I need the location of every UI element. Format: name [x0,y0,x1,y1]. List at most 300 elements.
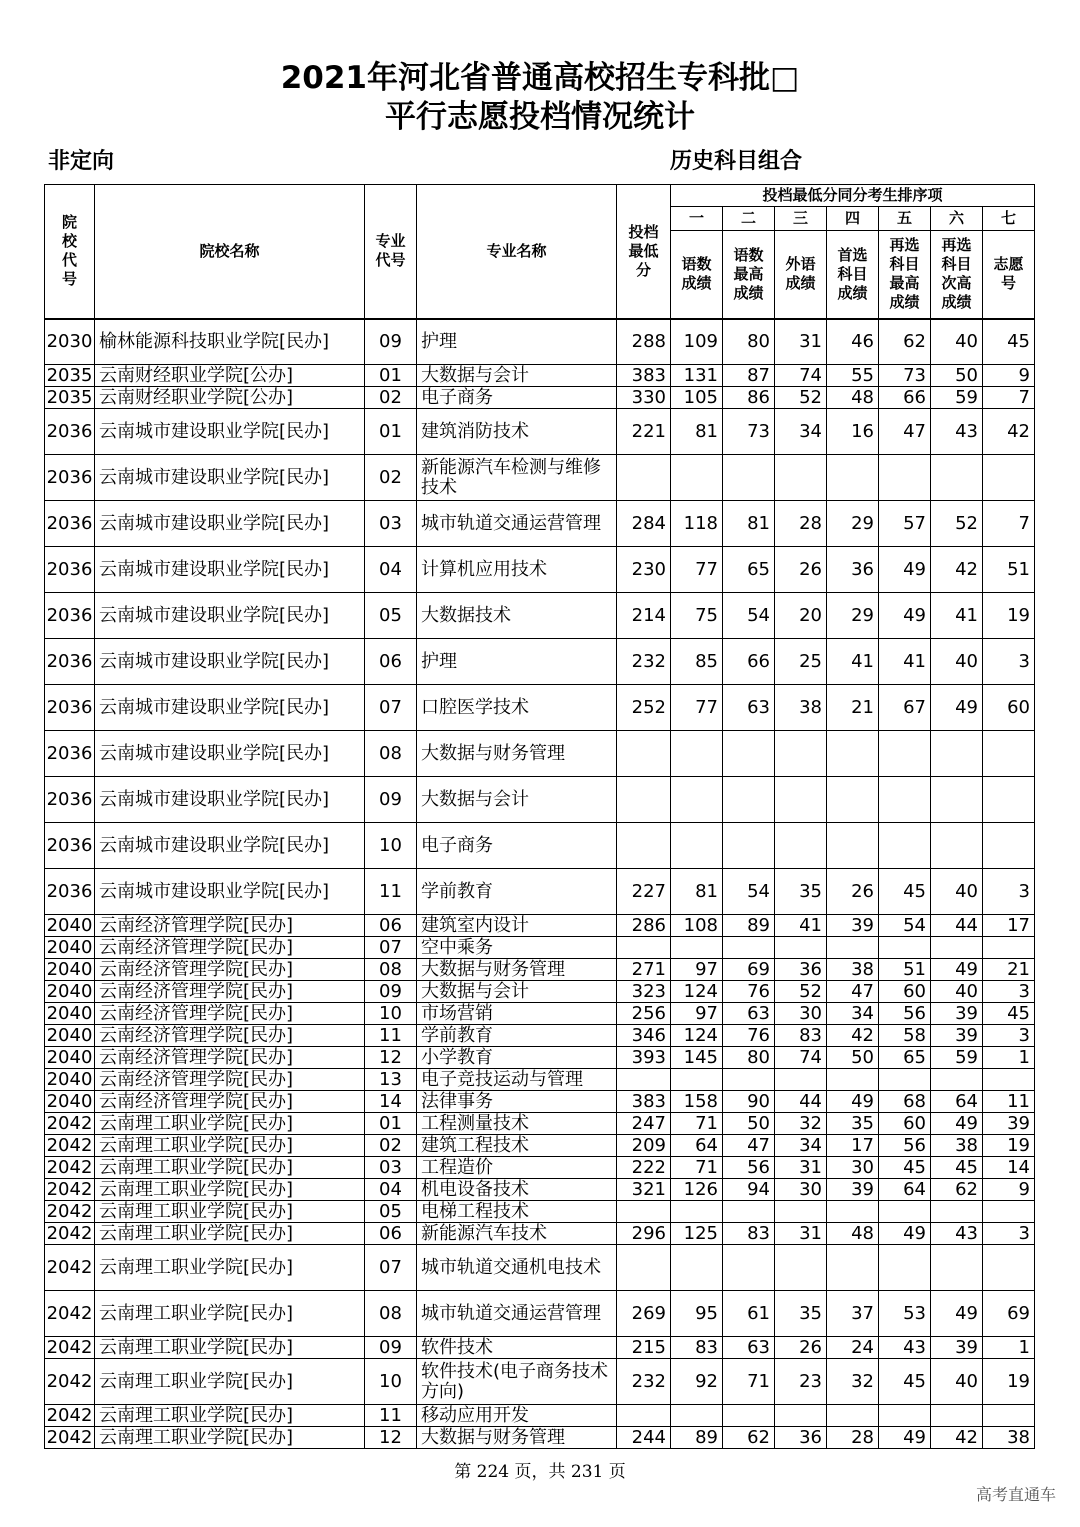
major-name-cell: 学前教育 [417,869,617,915]
rank-value-cell-2: 90 [723,1091,775,1113]
min-score-cell [617,1201,671,1223]
rank-value-cell-6 [931,455,983,501]
rank-value-cell-5 [879,1245,931,1291]
rank-value-cell-7 [983,731,1035,777]
rank-value-cell-5: 51 [879,959,931,981]
header-rank-5: 五 [879,207,931,231]
major-code-cell: 08 [365,731,417,777]
table-row [45,593,1035,639]
table-row [45,1223,1035,1245]
rank-value-cell-4 [827,777,879,823]
rank-value-cell-7: 17 [983,915,1035,937]
major-code-cell: 11 [365,1405,417,1427]
header-tie-group: 投档最低分同分考生排序项 [671,185,1035,207]
rank-value-cell-6: 52 [931,501,983,547]
major-name-cell: 新能源汽车检测与维修技术 [417,455,617,501]
school-name-cell: 云南城市建设职业学院[民办] [95,639,365,685]
rank-value-cell-3 [775,1201,827,1223]
header-rank-1: 一 [671,207,723,231]
table-row [45,1201,1035,1223]
rank-value-cell-1: 97 [671,959,723,981]
rank-value-cell-6: 59 [931,387,983,409]
rank-value-cell-6: 40 [931,639,983,685]
school-name-cell: 云南城市建设职业学院[民办] [95,869,365,915]
rank-value-cell-5: 47 [879,409,931,455]
school-code-cell: 2036 [45,409,95,455]
school-code-cell: 2036 [45,823,95,869]
rank-value-cell-3: 36 [775,959,827,981]
rank-value-cell-1: 118 [671,501,723,547]
major-name-cell: 市场营销 [417,1003,617,1025]
table-row [45,455,1035,501]
header-school-name: 院校名称 [95,185,365,319]
major-code-cell: 03 [365,501,417,547]
min-score-cell [617,777,671,823]
rank-value-cell-4: 35 [827,1113,879,1135]
table-row [45,409,1035,455]
rank-value-cell-7: 42 [983,409,1035,455]
min-score-cell: 271 [617,959,671,981]
school-code-cell: 2042 [45,1405,95,1427]
min-score-cell: 244 [617,1427,671,1449]
header-rank-6: 六 [931,207,983,231]
rank-value-cell-4: 24 [827,1337,879,1359]
major-code-cell: 04 [365,547,417,593]
rank-value-cell-2: 80 [723,1047,775,1069]
rank-value-cell-5: 62 [879,319,931,365]
rank-value-cell-6 [931,731,983,777]
rank-value-cell-4: 34 [827,1003,879,1025]
rank-value-cell-7: 7 [983,501,1035,547]
rank-value-cell-1: 108 [671,915,723,937]
table-row [45,1069,1035,1091]
table-row [45,1003,1035,1025]
major-name-cell: 建筑消防技术 [417,409,617,455]
school-name-cell: 云南经济管理学院[民办] [95,1091,365,1113]
min-score-cell [617,1405,671,1427]
major-code-cell: 03 [365,1157,417,1179]
rank-value-cell-6: 42 [931,547,983,593]
major-name-cell: 电子商务 [417,387,617,409]
rank-value-cell-4: 49 [827,1091,879,1113]
rank-value-cell-4: 26 [827,869,879,915]
rank-value-cell-5: 49 [879,1427,931,1449]
school-code-cell: 2040 [45,937,95,959]
rank-value-cell-4: 42 [827,1025,879,1047]
rank-value-cell-2 [723,1245,775,1291]
header-rank-3: 三 [775,207,827,231]
header-rank-item-6: 再选科目次高成绩 [931,231,983,319]
major-code-cell: 09 [365,319,417,365]
rank-value-cell-2: 56 [723,1157,775,1179]
header-min-score: 投档最低分 [617,185,671,319]
rank-value-cell-3: 34 [775,409,827,455]
rank-value-cell-3: 36 [775,1427,827,1449]
rank-value-cell-6: 40 [931,981,983,1003]
rank-value-cell-5: 41 [879,639,931,685]
rank-value-cell-4: 55 [827,365,879,387]
header-rank-item-4: 首选科目成绩 [827,231,879,319]
rank-value-cell-3: 38 [775,685,827,731]
rank-value-cell-3: 26 [775,547,827,593]
major-code-cell: 01 [365,365,417,387]
header-rank-item-2: 语数最高成绩 [723,231,775,319]
document-title-line-1: 2021年河北省普通高校招生专科批□ [280,60,800,96]
rank-value-cell-6 [931,777,983,823]
table-row [45,1135,1035,1157]
rank-value-cell-2: 87 [723,365,775,387]
rank-value-cell-6: 44 [931,915,983,937]
rank-value-cell-7: 19 [983,593,1035,639]
school-code-cell: 2040 [45,981,95,1003]
rank-value-cell-4 [827,1405,879,1427]
rank-value-cell-7 [983,1069,1035,1091]
rank-value-cell-2: 66 [723,639,775,685]
major-name-cell: 大数据技术 [417,593,617,639]
table-row [45,547,1035,593]
rank-value-cell-1: 92 [671,1359,723,1405]
rank-value-cell-3: 31 [775,1223,827,1245]
rank-value-cell-6 [931,1201,983,1223]
rank-value-cell-4: 21 [827,685,879,731]
school-code-cell: 2036 [45,777,95,823]
rank-value-cell-1: 81 [671,869,723,915]
rank-value-cell-2 [723,1405,775,1427]
school-name-cell: 云南经济管理学院[民办] [95,1025,365,1047]
rank-value-cell-5: 43 [879,1337,931,1359]
header-rank-item-3: 外语成绩 [775,231,827,319]
rank-value-cell-5: 49 [879,547,931,593]
rank-value-cell-6: 43 [931,1223,983,1245]
rank-value-cell-2 [723,731,775,777]
major-code-cell: 07 [365,937,417,959]
major-code-cell: 08 [365,959,417,981]
rank-value-cell-4: 28 [827,1427,879,1449]
rank-value-cell-7: 1 [983,1047,1035,1069]
rank-value-cell-3: 31 [775,1157,827,1179]
rank-value-cell-3: 44 [775,1091,827,1113]
school-name-cell: 云南经济管理学院[民办] [95,1047,365,1069]
header-major-name: 专业名称 [417,185,617,319]
table-row [45,777,1035,823]
rank-value-cell-3 [775,455,827,501]
rank-value-cell-1: 64 [671,1135,723,1157]
school-code-cell: 2042 [45,1179,95,1201]
major-name-cell: 工程造价 [417,1157,617,1179]
rank-value-cell-3: 35 [775,1291,827,1337]
rank-value-cell-5: 56 [879,1003,931,1025]
school-code-cell: 2035 [45,365,95,387]
rank-value-cell-1: 89 [671,1427,723,1449]
rank-value-cell-7: 19 [983,1359,1035,1405]
school-code-cell: 2040 [45,959,95,981]
min-score-cell: 393 [617,1047,671,1069]
school-name-cell: 云南城市建设职业学院[民办] [95,455,365,501]
table-row [45,387,1035,409]
table-row [45,685,1035,731]
rank-value-cell-5: 58 [879,1025,931,1047]
school-name-cell: 云南城市建设职业学院[民办] [95,593,365,639]
rank-value-cell-1 [671,1245,723,1291]
rank-value-cell-6: 64 [931,1091,983,1113]
rank-value-cell-7: 3 [983,1025,1035,1047]
min-score-cell: 215 [617,1337,671,1359]
header-rank-item-7: 志愿号 [983,231,1035,319]
rank-value-cell-5 [879,455,931,501]
rank-value-cell-4: 30 [827,1157,879,1179]
min-score-cell: 383 [617,365,671,387]
rank-value-cell-1: 97 [671,1003,723,1025]
major-code-cell: 05 [365,1201,417,1223]
min-score-cell: 330 [617,387,671,409]
rank-value-cell-3: 41 [775,915,827,937]
school-code-cell: 2042 [45,1427,95,1449]
rank-value-cell-1 [671,1069,723,1091]
rank-value-cell-2: 69 [723,959,775,981]
rank-value-cell-6: 39 [931,1003,983,1025]
min-score-cell: 227 [617,869,671,915]
table-row [45,915,1035,937]
major-name-cell: 建筑工程技术 [417,1135,617,1157]
major-code-cell: 12 [365,1047,417,1069]
rank-value-cell-4: 41 [827,639,879,685]
rank-value-cell-4 [827,1245,879,1291]
major-code-cell: 14 [365,1091,417,1113]
school-code-cell: 2040 [45,1003,95,1025]
major-code-cell: 06 [365,915,417,937]
table-row [45,1047,1035,1069]
rank-value-cell-2 [723,1201,775,1223]
min-score-cell: 222 [617,1157,671,1179]
rank-value-cell-1: 109 [671,319,723,365]
school-name-cell: 云南理工职业学院[民办] [95,1157,365,1179]
school-code-cell: 2036 [45,639,95,685]
table-row [45,823,1035,869]
rank-value-cell-3: 74 [775,365,827,387]
rank-value-cell-6: 62 [931,1179,983,1201]
rank-value-cell-4: 16 [827,409,879,455]
rank-value-cell-3: 35 [775,869,827,915]
major-name-cell: 建筑室内设计 [417,915,617,937]
rank-value-cell-5: 60 [879,1113,931,1135]
rank-value-cell-7: 9 [983,365,1035,387]
rank-value-cell-3: 31 [775,319,827,365]
rank-value-cell-1: 77 [671,685,723,731]
major-name-cell: 计算机应用技术 [417,547,617,593]
major-name-cell: 城市轨道交通运营管理 [417,1291,617,1337]
school-code-cell: 2036 [45,731,95,777]
table-row [45,1179,1035,1201]
rank-value-cell-1: 81 [671,409,723,455]
rank-value-cell-7: 11 [983,1091,1035,1113]
rank-value-cell-3 [775,937,827,959]
table-row [45,1157,1035,1179]
rank-value-cell-6: 50 [931,365,983,387]
table-row [45,1113,1035,1135]
table-row [45,959,1035,981]
rank-value-cell-2 [723,823,775,869]
rank-value-cell-1: 71 [671,1157,723,1179]
min-score-cell: 346 [617,1025,671,1047]
rank-value-cell-6: 38 [931,1135,983,1157]
min-score-cell: 296 [617,1223,671,1245]
school-code-cell: 2042 [45,1223,95,1245]
rank-value-cell-7 [983,1201,1035,1223]
rank-value-cell-4 [827,1201,879,1223]
school-code-cell: 2036 [45,869,95,915]
school-name-cell: 云南理工职业学院[民办] [95,1405,365,1427]
rank-value-cell-4: 48 [827,1223,879,1245]
rank-value-cell-5: 45 [879,1157,931,1179]
rank-value-cell-4 [827,455,879,501]
rank-value-cell-7 [983,1405,1035,1427]
major-code-cell: 09 [365,777,417,823]
major-code-cell: 10 [365,1359,417,1405]
rank-value-cell-7: 1 [983,1337,1035,1359]
school-code-cell: 2042 [45,1291,95,1337]
rank-value-cell-1: 131 [671,365,723,387]
rank-value-cell-2: 73 [723,409,775,455]
school-code-cell: 2042 [45,1245,95,1291]
major-name-cell: 护理 [417,639,617,685]
major-code-cell: 01 [365,1113,417,1135]
rank-value-cell-5 [879,823,931,869]
rank-value-cell-3: 52 [775,387,827,409]
rank-value-cell-5: 49 [879,593,931,639]
school-name-cell: 云南理工职业学院[民办] [95,1359,365,1405]
rank-value-cell-3: 28 [775,501,827,547]
major-code-cell: 02 [365,387,417,409]
rank-value-cell-5 [879,731,931,777]
rank-value-cell-5: 56 [879,1135,931,1157]
rank-value-cell-2: 63 [723,685,775,731]
rank-value-cell-7: 3 [983,639,1035,685]
school-code-cell: 2036 [45,593,95,639]
school-name-cell: 云南经济管理学院[民办] [95,915,365,937]
rank-value-cell-3: 30 [775,1003,827,1025]
rank-value-cell-7 [983,455,1035,501]
rank-value-cell-6: 39 [931,1337,983,1359]
rank-value-cell-5: 49 [879,1223,931,1245]
rank-value-cell-7 [983,777,1035,823]
table-row [45,1291,1035,1337]
rank-value-cell-5: 73 [879,365,931,387]
major-name-cell: 大数据与财务管理 [417,731,617,777]
rank-value-cell-4: 37 [827,1291,879,1337]
school-code-cell: 2030 [45,319,95,365]
rank-value-cell-3 [775,1245,827,1291]
rank-value-cell-7: 60 [983,685,1035,731]
major-code-cell: 13 [365,1069,417,1091]
major-code-cell: 12 [365,1427,417,1449]
school-name-cell: 云南城市建设职业学院[民办] [95,685,365,731]
rank-value-cell-4: 36 [827,547,879,593]
rank-value-cell-7: 45 [983,319,1035,365]
school-code-cell: 2036 [45,455,95,501]
school-name-cell: 云南经济管理学院[民办] [95,937,365,959]
rank-value-cell-2: 47 [723,1135,775,1157]
rank-value-cell-3 [775,731,827,777]
min-score-cell [617,823,671,869]
min-score-cell: 321 [617,1179,671,1201]
school-name-cell: 云南城市建设职业学院[民办] [95,547,365,593]
rank-value-cell-2 [723,1069,775,1091]
major-name-cell: 护理 [417,319,617,365]
major-code-cell: 04 [365,1179,417,1201]
rank-value-cell-4 [827,1069,879,1091]
rank-value-cell-7: 7 [983,387,1035,409]
school-name-cell: 云南经济管理学院[民办] [95,981,365,1003]
admission-table [44,184,1035,1449]
rank-value-cell-3: 32 [775,1113,827,1135]
min-score-cell: 232 [617,639,671,685]
rank-value-cell-1 [671,1405,723,1427]
major-code-cell: 11 [365,869,417,915]
rank-value-cell-5: 57 [879,501,931,547]
major-name-cell: 大数据与会计 [417,365,617,387]
rank-value-cell-6: 40 [931,319,983,365]
min-score-cell: 214 [617,593,671,639]
rank-value-cell-3: 83 [775,1025,827,1047]
major-name-cell: 工程测量技术 [417,1113,617,1135]
rank-value-cell-6: 39 [931,1025,983,1047]
school-code-cell: 2040 [45,915,95,937]
major-code-cell: 06 [365,639,417,685]
rank-value-cell-4: 29 [827,593,879,639]
major-code-cell: 01 [365,409,417,455]
rank-value-cell-1: 124 [671,1025,723,1047]
rank-value-cell-2: 83 [723,1223,775,1245]
subject-group-label: 历史科目组合 [670,149,803,174]
min-score-cell: 286 [617,915,671,937]
school-name-cell: 云南理工职业学院[民办] [95,1135,365,1157]
rank-value-cell-2: 54 [723,869,775,915]
school-name-cell: 云南城市建设职业学院[民办] [95,409,365,455]
school-name-cell: 云南经济管理学院[民办] [95,959,365,981]
rank-value-cell-6 [931,1069,983,1091]
major-code-cell: 09 [365,981,417,1003]
rank-value-cell-1: 95 [671,1291,723,1337]
min-score-cell: 383 [617,1091,671,1113]
table-row [45,1245,1035,1291]
rank-value-cell-7: 21 [983,959,1035,981]
rank-value-cell-4 [827,731,879,777]
rank-value-cell-1 [671,731,723,777]
rank-value-cell-1: 125 [671,1223,723,1245]
major-name-cell: 大数据与财务管理 [417,959,617,981]
school-name-cell: 云南理工职业学院[民办] [95,1179,365,1201]
rank-value-cell-2: 81 [723,501,775,547]
school-code-cell: 2040 [45,1091,95,1113]
major-code-cell: 05 [365,593,417,639]
rank-value-cell-1 [671,455,723,501]
min-score-cell [617,731,671,777]
rank-value-cell-7: 14 [983,1157,1035,1179]
min-score-cell [617,455,671,501]
rank-value-cell-2: 54 [723,593,775,639]
rank-value-cell-1: 105 [671,387,723,409]
min-score-cell [617,937,671,959]
major-name-cell: 口腔医学技术 [417,685,617,731]
min-score-cell [617,1069,671,1091]
rank-value-cell-5 [879,777,931,823]
table-row [45,981,1035,1003]
major-code-cell: 11 [365,1025,417,1047]
rank-value-cell-1: 77 [671,547,723,593]
major-name-cell: 城市轨道交通运营管理 [417,501,617,547]
school-code-cell: 2042 [45,1135,95,1157]
rank-value-cell-1: 124 [671,981,723,1003]
